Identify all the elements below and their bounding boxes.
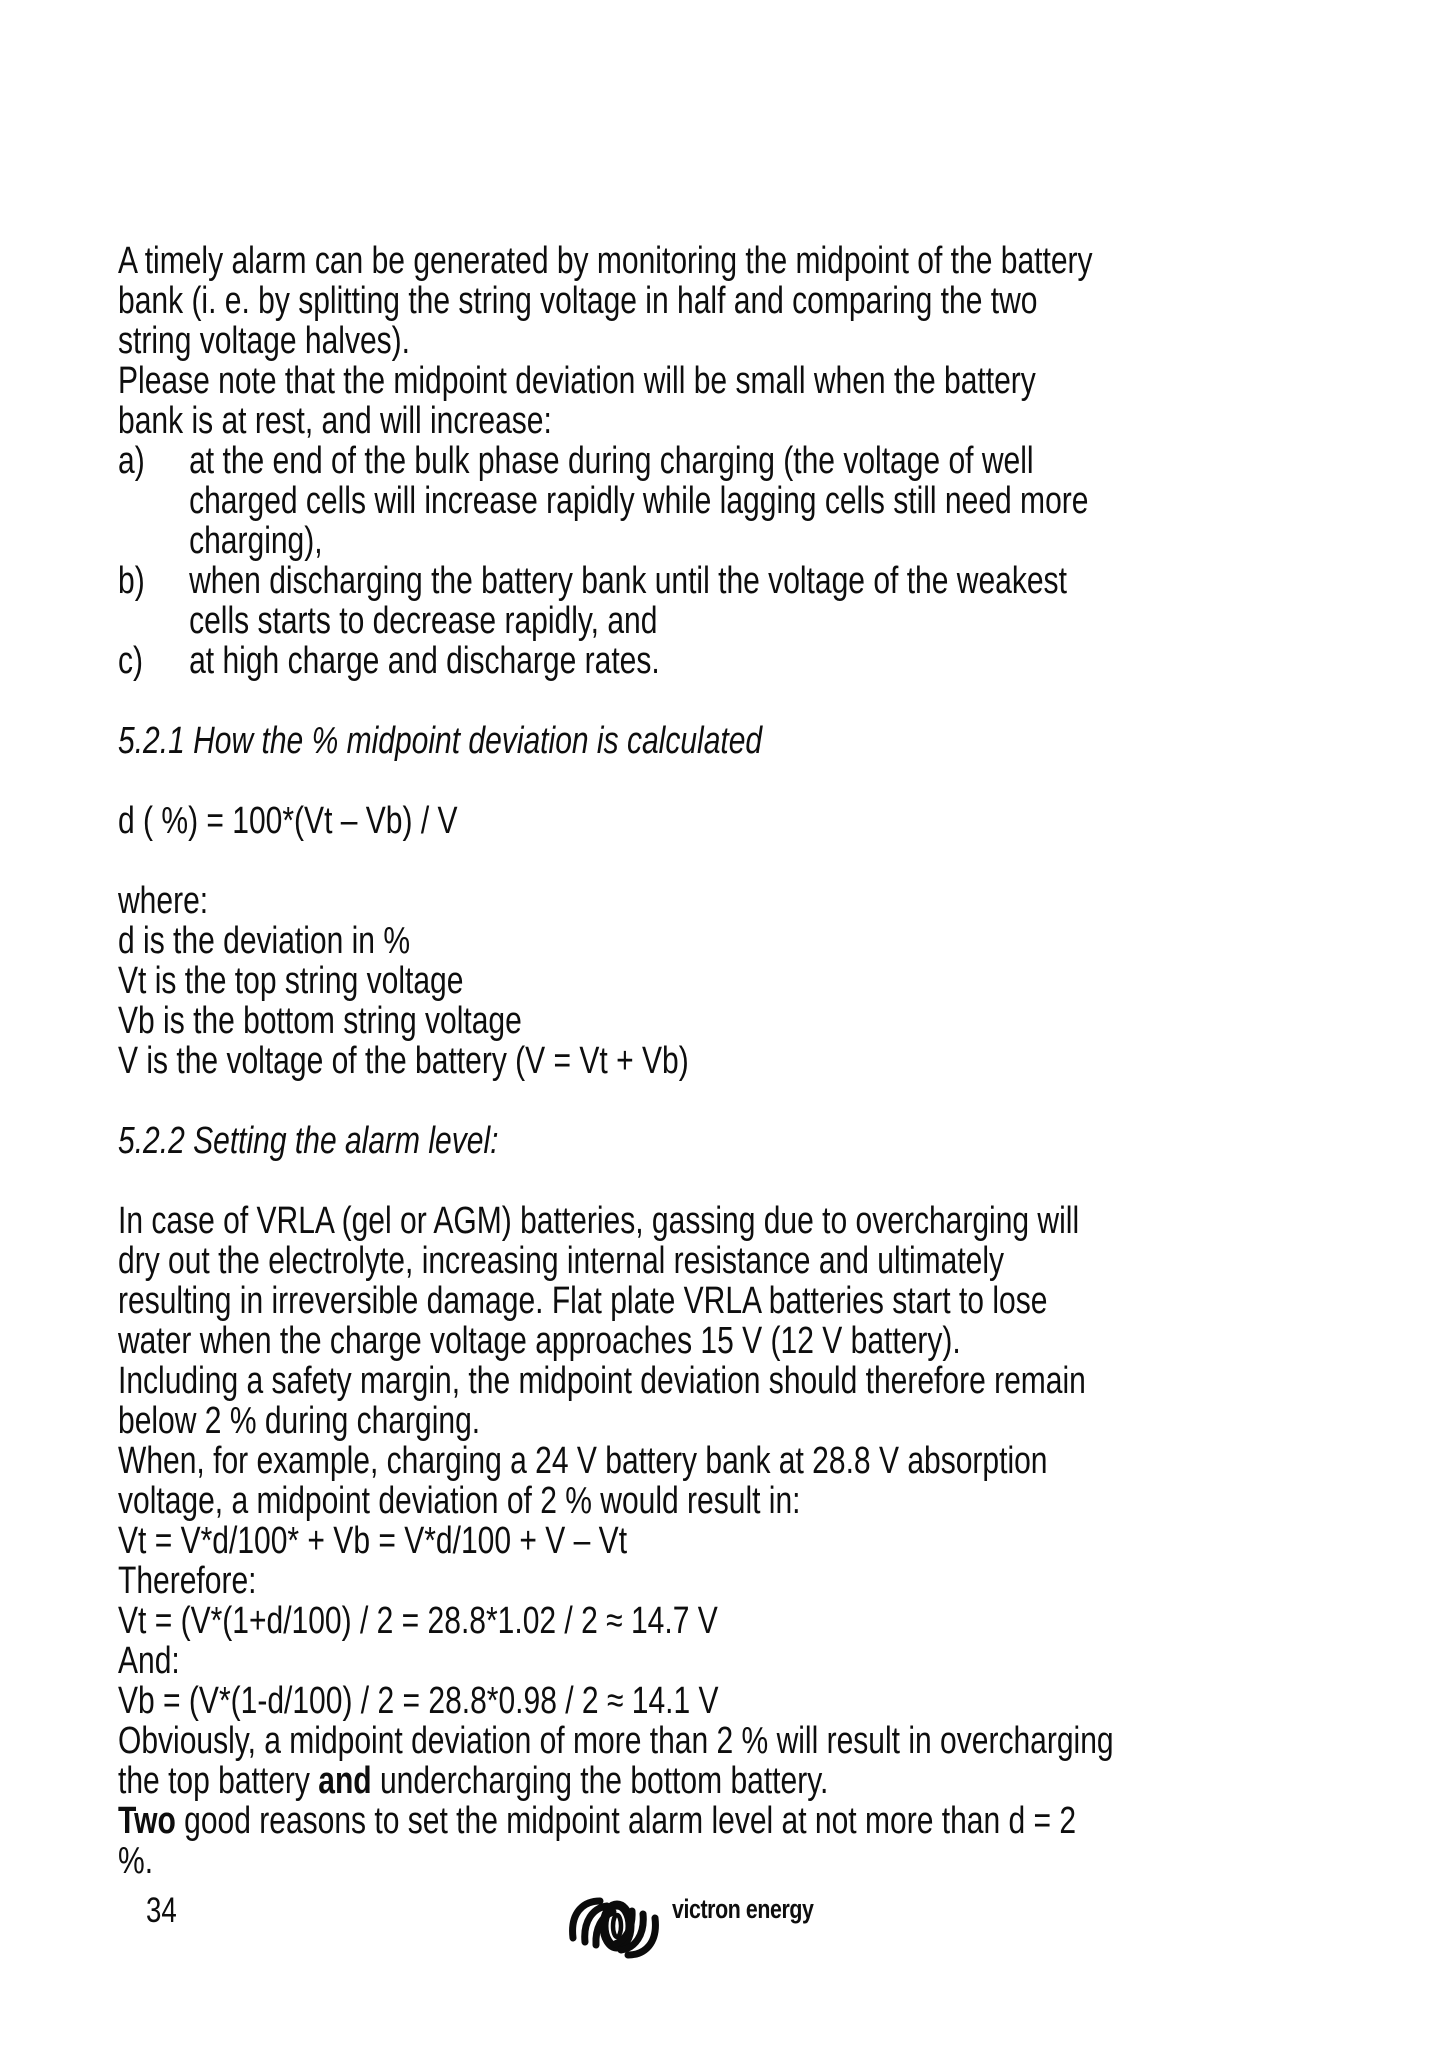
body-line: voltage, a midpoint deviation of 2 % would result in: bbox=[118, 1480, 801, 1522]
formula-vt-value: Vt = (V*(1+d/100) / 2 = 28.8*1.02 / 2 ≈ 14.7 V bbox=[118, 1600, 718, 1642]
list-item-c-text-1: at high charge and discharge rates. bbox=[189, 640, 660, 682]
body-line-with-bold bbox=[118, 1761, 1335, 1801]
spacer-line bbox=[118, 1081, 1335, 1121]
list-item-b-text-1: when discharging the battery bank until the voltage of the weakest bbox=[189, 560, 1067, 602]
section-521-heading: 5.2.1 How the % midpoint deviation is calculated bbox=[118, 720, 763, 762]
intro-line-4: Please note that the midpoint deviation will be small when the battery bbox=[118, 360, 1036, 402]
definition-v: V is the voltage of the battery (V = Vt + Vb) bbox=[118, 1040, 689, 1082]
body-line-with-bold bbox=[118, 1801, 1335, 1841]
intro-line-3: string voltage halves). bbox=[118, 320, 411, 362]
intro-line-5: bank is at rest, and will increase: bbox=[118, 400, 552, 442]
formula-deviation: d ( %) = 100*(Vt – Vb) / V bbox=[118, 800, 458, 842]
bold-and: and bbox=[318, 1760, 372, 1802]
list-item-a-text-3: charging), bbox=[189, 520, 323, 562]
list-item-b-text-2: cells starts to decrease rapidly, and bbox=[189, 600, 658, 642]
body-line: In case of VRLA (gel or AGM) batteries, gassing due to overcharging will bbox=[118, 1200, 1080, 1242]
body-line: %. bbox=[118, 1840, 154, 1882]
definition-d: d is the deviation in % bbox=[118, 920, 411, 962]
body-line: Including a safety margin, the midpoint deviation should therefore remain bbox=[118, 1360, 1086, 1402]
list-item-c-line-1 bbox=[118, 641, 1335, 681]
formula-vt-expansion: Vt = V*d/100* + Vb = V*d/100 + V – Vt bbox=[118, 1520, 628, 1562]
list-item-a-line-1 bbox=[118, 441, 1335, 481]
spacer-line bbox=[118, 841, 1335, 881]
spacer-line bbox=[118, 1161, 1335, 1201]
body-line: Obviously, a midpoint deviation of more than 2 % will result in overcharging bbox=[118, 1720, 1114, 1762]
list-item-b-line-1 bbox=[118, 561, 1335, 601]
body-line: water when the charge voltage approaches 15 V (12 V battery). bbox=[118, 1320, 961, 1362]
body-line: resulting in irreversible damage. Flat plate VRLA batteries start to lose bbox=[118, 1280, 1048, 1322]
list-item-a-text-2: charged cells will increase rapidly while lagging cells still need more bbox=[189, 480, 1089, 522]
list-marker-b: b) bbox=[118, 560, 145, 602]
spacer-line bbox=[118, 761, 1335, 801]
where-label: where: bbox=[118, 880, 209, 922]
intro-line-2: bank (i. e. by splitting the string voltage in half and comparing the two bbox=[118, 280, 1038, 322]
and-label: And: bbox=[118, 1640, 180, 1682]
spacer-line bbox=[118, 681, 1335, 721]
bold-two: Two bbox=[118, 1800, 176, 1842]
list-marker-a: a) bbox=[118, 440, 145, 482]
body-text: undercharging the bottom battery. bbox=[371, 1760, 829, 1802]
body-text: the top battery bbox=[118, 1760, 319, 1802]
intro-line-1: A timely alarm can be generated by monitoring the midpoint of the battery bbox=[118, 240, 1093, 282]
body-line: below 2 % during charging. bbox=[118, 1400, 481, 1442]
page-number: 34 bbox=[146, 1891, 177, 1930]
content-area bbox=[118, 241, 1335, 1881]
brand-wordmark: victron energy bbox=[672, 1894, 814, 1924]
definition-vt: Vt is the top string voltage bbox=[118, 960, 464, 1002]
therefore-label: Therefore: bbox=[118, 1560, 257, 1602]
list-marker-c: c) bbox=[118, 640, 144, 682]
formula-vb-value: Vb = (V*(1-d/100) / 2 = 28.8*0.98 / 2 ≈ 14.1 V bbox=[118, 1680, 719, 1722]
body-text: good reasons to set the midpoint alarm level at not more than d = 2 bbox=[175, 1800, 1077, 1842]
body-line: When, for example, charging a 24 V battery bank at 28.8 V absorption bbox=[118, 1440, 1048, 1482]
victron-logo-icon bbox=[566, 1892, 662, 1964]
body-line: dry out the electrolyte, increasing internal resistance and ultimately bbox=[118, 1240, 1005, 1282]
list-item-a-text-1: at the end of the bulk phase during charging (the voltage of well bbox=[189, 440, 1034, 482]
section-522-heading: 5.2.2 Setting the alarm level: bbox=[118, 1120, 499, 1162]
definition-vb: Vb is the bottom string voltage bbox=[118, 1000, 522, 1042]
